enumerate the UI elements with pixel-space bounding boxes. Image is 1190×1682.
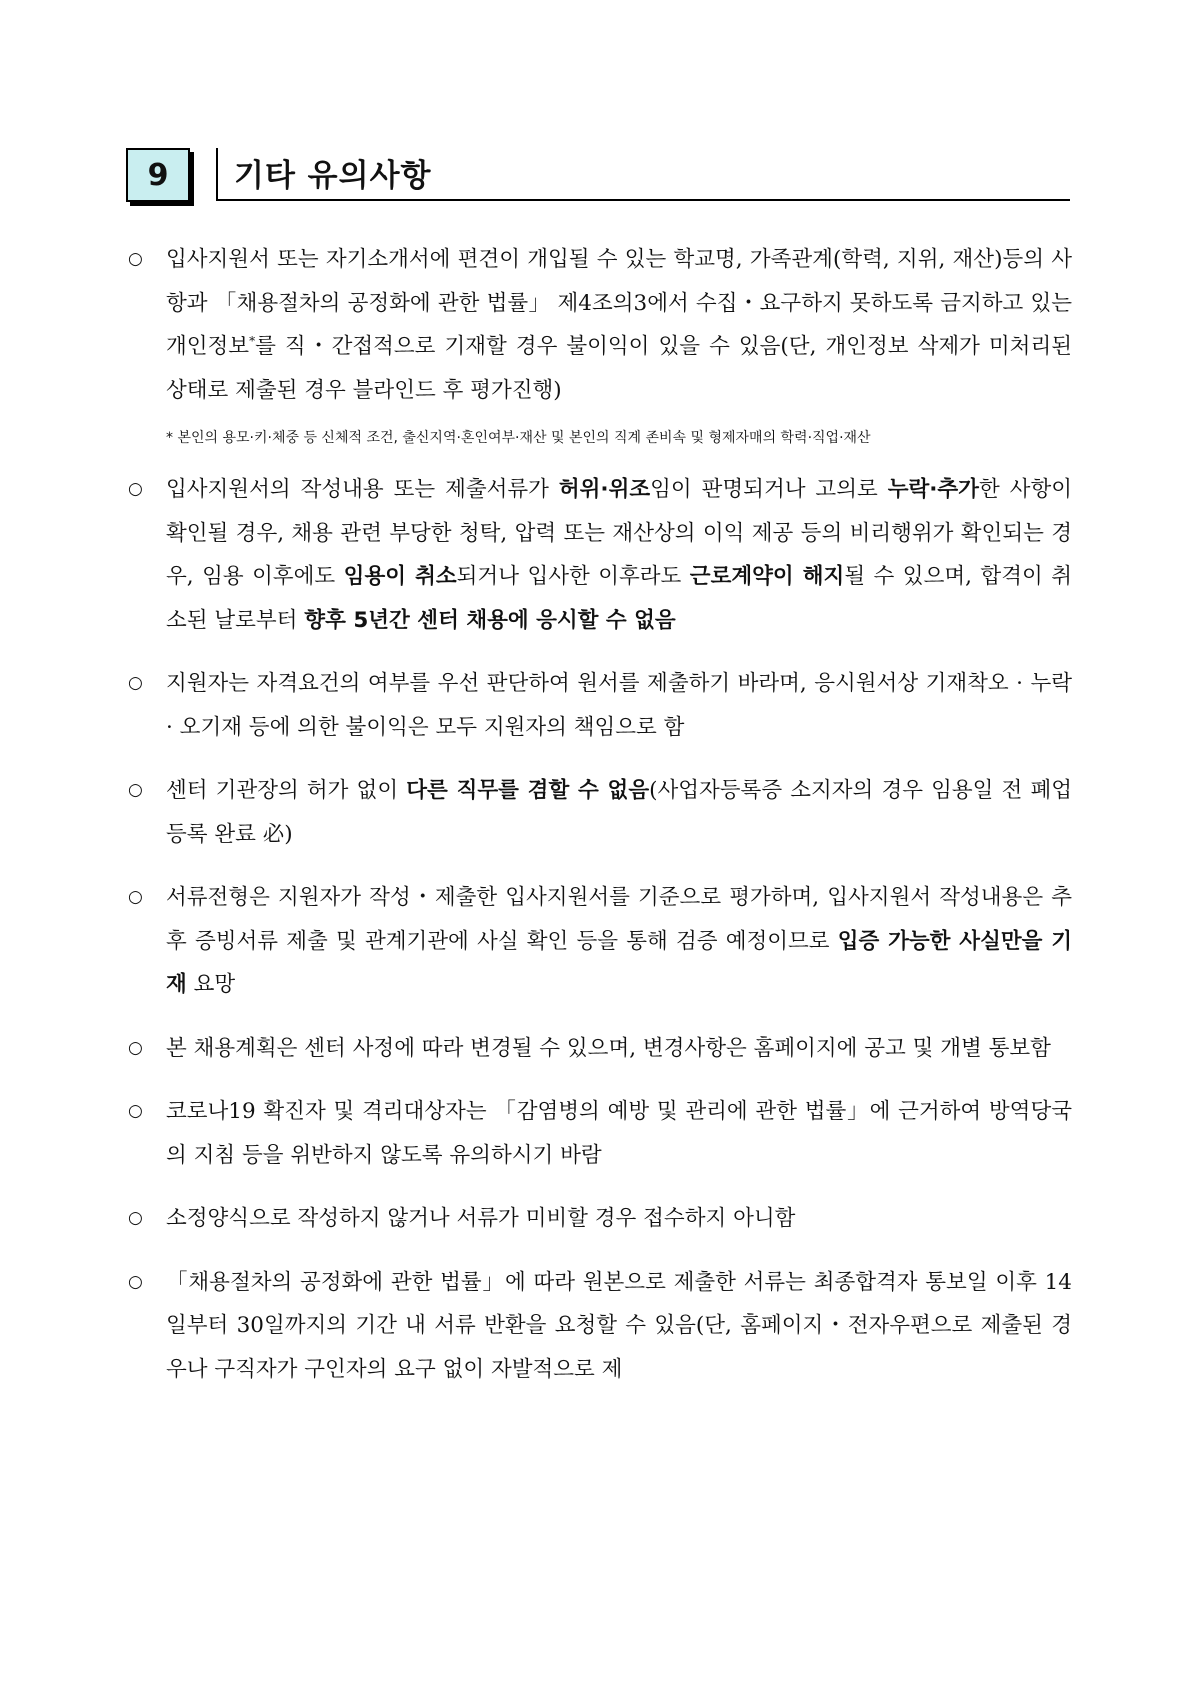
notice-text: 서류전형은 지원자가 작성・제출한 입사지원서를 기준으로 평가하며, 입사지원서 작성내용은 추후 증빙서류 제출 및 관계기관에 사실 확인 등을 통해 검증 예정이므로 (166, 885, 1072, 954)
item-gap (128, 1007, 1072, 1027)
item-gap (128, 1177, 1072, 1197)
notice-text: 되거나 입사한 이후라도 (456, 564, 690, 589)
item-gap (128, 749, 1072, 769)
notice-item (128, 876, 1072, 1007)
section-number-box (126, 148, 190, 202)
bullet-circle-icon: ○ (128, 479, 143, 499)
bullet-circle-icon: ○ (128, 1037, 143, 1058)
bullet-circle-icon: ○ (128, 1101, 143, 1121)
notice-text: 될 수 있으며, 합격이 취소된 날로부터 (166, 564, 1072, 633)
notice-text: 지원자는 자격요건의 여부를 우선 판단하여 원서를 제출하기 바라며, 응시원서상 기재착오 · 누락 · 오기재 등에 의한 불이익은 모두 지원자의 책임으로 함 (166, 671, 1072, 740)
notice-item (128, 769, 1072, 856)
bullet-circle-icon: ○ (128, 1208, 143, 1228)
bullet-circle-icon: ○ (128, 249, 143, 269)
notice-text: 본 채용계획은 센터 사정에 따라 변경될 수 있으며, 변경사항은 홈페이지에 공고 및 개별 통보함 (166, 1035, 1051, 1061)
notice-text: 를 직・간접적으로 기재할 경우 불이익이 있을 수 있음(단, 개인정보 삭제가 미처리된 상태로 제출된 경우 블라인드 후 평가진행) (166, 334, 1072, 403)
item-gap (128, 1070, 1072, 1090)
notice-text: 코로나19 확진자 및 격리대상자는 「감염병의 예방 및 관리에 관한 법률」에 근거하여 방역당국의 지침 등을 위반하지 않도록 유의하시기 바람 (166, 1099, 1072, 1168)
section-number: 9 (147, 157, 169, 193)
notice-item (128, 1261, 1072, 1392)
emphasis-text: 근로계약이 해지 (689, 564, 845, 589)
bullet-circle-icon: ○ (128, 1271, 143, 1292)
notice-text: 「채용절차의 공정화에 관한 법률」에 따라 원본으로 제출한 서류는 최종합격자 통보일 이후 14일부터 30일까지의 기간 내 서류 반환을 요청할 수 있음(단, 홈페이지・전자우편으로 제출된 경우나 구직자가 구인자의 요구 없이 자발적으로 제 (166, 1269, 1072, 1382)
emphasis-text: 누락·추가 (887, 477, 979, 502)
section-header (126, 148, 1070, 202)
notice-item (128, 468, 1072, 642)
notice-text: (사업자등록증 소지자의 경우 임용일 전 폐업등록 완료 必) (166, 778, 1073, 847)
notice-item (128, 1090, 1072, 1177)
notice-list (128, 238, 1072, 1391)
notice-text: 입사지원서의 작성내용 또는 제출서류가 (166, 477, 559, 502)
notice-text: 센터 기관장의 허가 없이 (166, 778, 407, 803)
item-gap (128, 1241, 1072, 1261)
notice-text: 한 사항이 확인될 경우, 채용 관련 부당한 청탁, 압력 또는 재산상의 이익 제공 등의 비리행위가 확인되는 경우, 임용 이후에도 (166, 477, 1072, 589)
bullet-circle-icon: ○ (128, 887, 143, 907)
emphasis-text: 입증 가능한 사실만을 기재 (166, 928, 1072, 997)
emphasis-text: 임용이 취소 (343, 564, 457, 589)
notice-item (128, 662, 1072, 749)
item-gap (128, 642, 1072, 662)
item-gap (128, 856, 1072, 876)
bullet-circle-icon: ○ (128, 673, 143, 693)
emphasis-text: 향후 5년간 센터 채용에 응시할 수 없음 (304, 607, 676, 633)
emphasis-text: 허위·위조 (558, 477, 651, 502)
footnote-marker: * (249, 333, 256, 348)
bullet-circle-icon: ○ (128, 780, 143, 800)
emphasis-text: 다른 직무를 겸할 수 없음 (406, 778, 650, 803)
notice-text: 입사지원서 또는 자기소개서에 편견이 개입될 수 있는 학교명, 가족관계(학력, 지위, 재산)등의 사항과 「채용절차의 공정화에 관한 법률」 제4조의3에서 수집・요구하지 못하도록 금지하고 있는 개인정보 (166, 247, 1072, 359)
notice-text: 요망 (186, 972, 236, 997)
footnote: * 본인의 용모·키·체중 등 신체적 조건, 출신지역·혼인여부·재산 및 본인의 직계 존비속 및 형제자매의 학력·직업·재산 (166, 430, 871, 446)
notice-item (128, 238, 1072, 412)
title-underline (216, 199, 1070, 201)
notice-item (128, 1197, 1072, 1241)
title-divider (216, 148, 218, 200)
notice-item (128, 1027, 1072, 1071)
notice-text: 소정양식으로 작성하지 않거나 서류가 미비할 경우 접수하지 아니함 (166, 1206, 796, 1231)
notice-text: 임이 판명되거나 고의로 (650, 477, 888, 502)
section-title: 기타 유의사항 (234, 158, 432, 194)
